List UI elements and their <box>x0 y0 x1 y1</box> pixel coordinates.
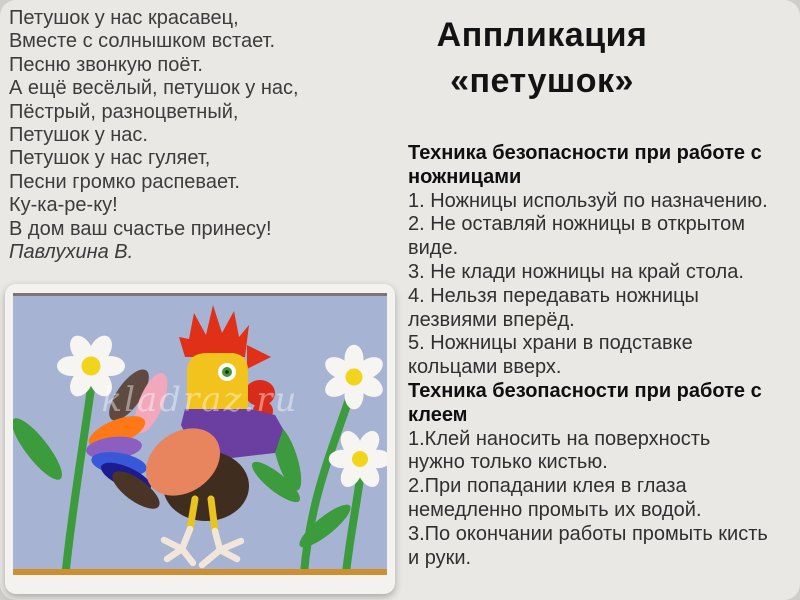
applique-illustration <box>13 293 387 575</box>
rooster-applique-photo <box>13 293 387 575</box>
glue-rule: 1.Клей наносить на поверхность нужно только кистью. <box>408 427 711 474</box>
glue-rule: 2.При попадании клея в глаза немедленно промыть их водой. <box>408 475 702 521</box>
photo-bottom-edge <box>13 569 387 575</box>
photo-frame <box>5 284 395 594</box>
poem-line: В дом ваш счастье принесу! <box>9 217 272 240</box>
scissors-rule: 4. Нельзя передавать ножницы лезвиями вперёд. <box>408 284 699 331</box>
poem-line: А ещё весёлый, петушок у нас, <box>9 77 299 100</box>
glue-safety-heading: Техника безопасности при работе с клеем <box>408 379 762 426</box>
scissors-rule: 1. Ножницы используй по назначению. <box>408 189 768 212</box>
scissors-rule: 2. Не оставляй ножницы в открытом виде. <box>408 213 745 260</box>
glue-rule: 3.По окончании работы промыть кисть и руки. <box>408 522 768 569</box>
scissors-rule: 5. Ножницы храни в подставке кольцами вверх. <box>408 332 693 379</box>
scissors-safety-heading: Техника безопасности при работе с ножницами <box>408 142 762 188</box>
poem-line: Песню звонкую поёт. <box>9 53 203 76</box>
poem-line: Вместе с солнышком встает. <box>9 30 276 53</box>
poem-line: Петушок у нас. <box>9 124 148 147</box>
poem-line: Петушок у нас красавец, <box>9 7 239 29</box>
poem-author: Павлухина В. <box>9 241 134 264</box>
rooster-pupil <box>225 370 229 374</box>
watermark-text: kladraz.ru <box>101 380 299 420</box>
safety-rules-block <box>408 142 772 570</box>
poem-block <box>9 7 405 264</box>
poem-line: Петушок у нас гуляет, <box>9 147 211 170</box>
poem-line: Ку-ка-ре-ку! <box>9 194 118 217</box>
scissors-rule: 3. Не клади ножницы на край стола. <box>408 260 744 283</box>
poem-line: Песни громко распевает. <box>9 170 240 193</box>
poem-line: Пёстрый, разноцветный, <box>9 100 239 123</box>
slide-title-line1: Аппликация <box>436 16 648 54</box>
slide-title-line2: «петушок» <box>450 62 634 100</box>
slide-title <box>396 12 688 104</box>
photo-top-edge <box>13 293 387 296</box>
